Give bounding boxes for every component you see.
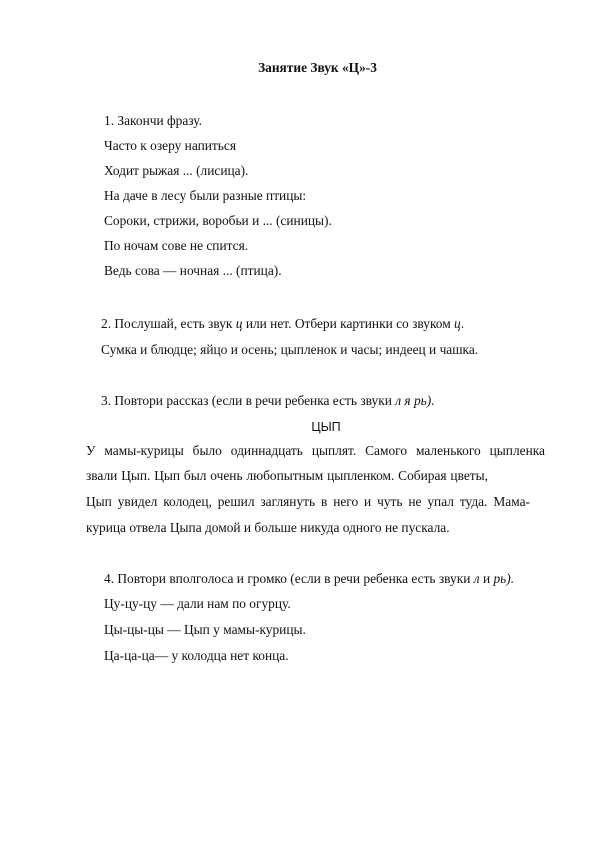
task4-sound-2: рь).	[493, 571, 515, 586]
task4-line: Цу-цу-цу — дали нам по огурцу.	[104, 596, 291, 611]
task1-line: Часто к озеру напиться	[104, 138, 236, 153]
task4-line: Цы-цы-цы — Цып у мамы-курицы.	[104, 622, 306, 637]
task4-heading-middle: и	[479, 571, 494, 586]
task2-heading-suffix: .	[460, 316, 465, 331]
task3-heading	[101, 393, 435, 409]
task1-line: По ночам сове не спится.	[104, 238, 249, 253]
task3-sounds: л я рь).	[395, 393, 435, 408]
story-title: ЦЫП	[311, 420, 341, 434]
story-line: курица отвела Цыпа домой и больше никуда одного не пускала.	[86, 520, 450, 535]
task1-line: Сороки, стрижи, воробьи и ... (синицы).	[104, 213, 332, 228]
task2-sound-1: ц	[235, 316, 243, 331]
task1-line: Ходит рыжая ... (лисица).	[104, 163, 249, 178]
task3-heading-prefix: 3. Повтори рассказ (если в речи ребенка есть звуки	[101, 393, 396, 408]
task2-sound-2: ц	[454, 316, 461, 331]
task4-heading-prefix: 4. Повтори вполголоса и громко (если в речи ребенка есть звуки	[104, 571, 474, 586]
task1-line: Ведь сова — ночная ... (птица).	[104, 263, 282, 278]
task1-line: На даче в лесу были разные птицы:	[104, 188, 307, 203]
task4-line: Ца-ца-ца— у колодца нет конца.	[104, 648, 289, 663]
task4-heading	[104, 571, 514, 587]
task2-words: Сумка и блюдце; яйцо и осень; цыпленок и часы; индеец и чашка.	[101, 342, 479, 357]
task1-heading: 1. Закончи фразу.	[104, 113, 203, 128]
story-line: звали Цып. Цып был очень любопытным цыпленком. Собирая цветы,	[86, 468, 488, 483]
story-line: У мамы-курицы было одиннадцать цыплят. Самого маленького цыпленка	[86, 443, 545, 458]
page-title: Занятие Звук «Ц»-3	[258, 60, 377, 75]
task4-sound-1: л	[473, 571, 480, 586]
story-line: Цып увидел колодец, решил заглянуть в него и чуть не упал туда. Мама-	[86, 494, 530, 509]
task2-heading-prefix: 2. Послушай, есть звук	[101, 316, 236, 331]
task2-heading-middle: или нет. Отбери картинки со звуком	[242, 316, 455, 331]
task2-heading	[101, 316, 464, 332]
